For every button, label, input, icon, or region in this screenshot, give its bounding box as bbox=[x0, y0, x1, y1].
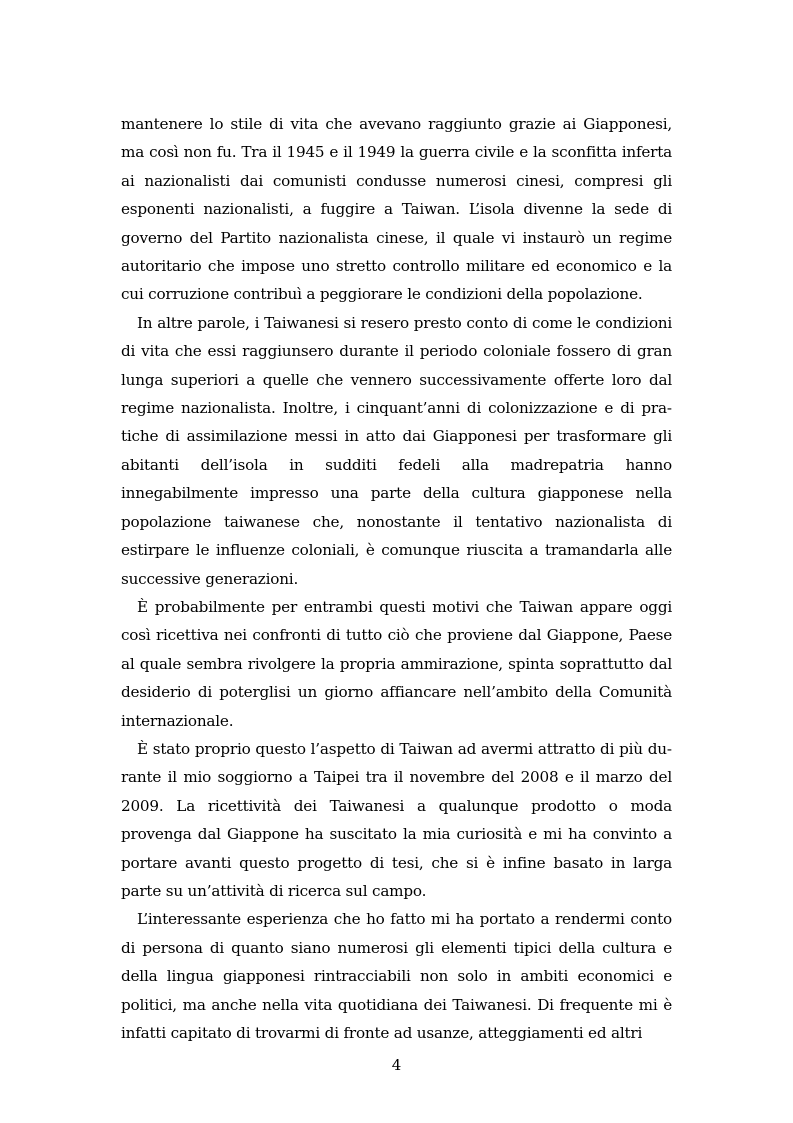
body-text bbox=[121, 110, 672, 1047]
paragraph-1: mantenere lo stile di vita che avevano raggiunto grazie ai Giapponesi, ma così non fu. Tra il 1945 e il 1949 la guerra civile e la sconfitta inferta ai nazionalisti dai comunisti condusse numerosi cinesi, compresi gli esponenti nazionalisti, a fuggire a Taiwan. L’isola divenne la sede di governo del Partito nazionalista cinese, il quale vi instaurò un regime autoritario che impose uno stretto controllo militare ed economico e la cui corruzione contribuì a peggiorare le condizioni della popolazione. bbox=[121, 115, 672, 304]
paragraph-4: È stato proprio questo l’aspetto di Taiwan ad avermi attratto di più durante il mio soggiorno a Taipei tra il novembre del 2008 e il marzo del 2009. La ricettività dei Taiwanesi a qualunque prodotto o moda provenga dal Giappone ha suscitato la mia curiosità e mi ha convinto a portare avanti questo progetto di tesi, che si è infine basato in larga parte su un’attività di ricerca sul campo. bbox=[121, 739, 672, 900]
paragraph-5: L’interessante esperienza che ho fatto mi ha portato a rendermi conto di persona di quanto siano numerosi gli elementi tipici della cultura e della lingua giapponesi rintracciabili non solo in ambiti economici e politici, ma anche nella vita quotidiana dei Taiwanesi. Di frequente mi è infatti capitato di trovarmi di fronte ad usanze, atteggiamenti ed altri bbox=[121, 910, 672, 1042]
paragraph-3: È probabilmente per entrambi questi motivi che Taiwan appare oggi così ricettiva nei confronti di tutto ciò che proviene dal Giappone, Paese al quale sembra rivolgere la propria ammirazione, spinta soprattutto dal desiderio di poterglisi un giorno affiancare nell’ambito della Comunità internazionale. bbox=[121, 597, 672, 730]
page-number: 4 bbox=[391, 1056, 402, 1074]
paragraph-2: In altre parole, i Taiwanesi si resero presto conto di come le condizioni di vita che essi raggiunsero durante il periodo coloniale fossero di gran lunga superiori a quelle che vennero successivamente offerte loro dal regime nazionalista. Inoltre, i cinquant’anni di colonizzazione e di pratiche di assimilazione messi in atto dai Giapponesi per trasformare gli abitanti dell’isola in sudditi fedeli alla madrepatria hanno innegabilmente impresso una parte della cultura giapponese nella popolazione taiwanese che, nonostante il tentativo nazionalista di estirpare le influenze coloniali, è comunque riuscita a tramandarla alle successive generazioni. bbox=[121, 313, 672, 588]
